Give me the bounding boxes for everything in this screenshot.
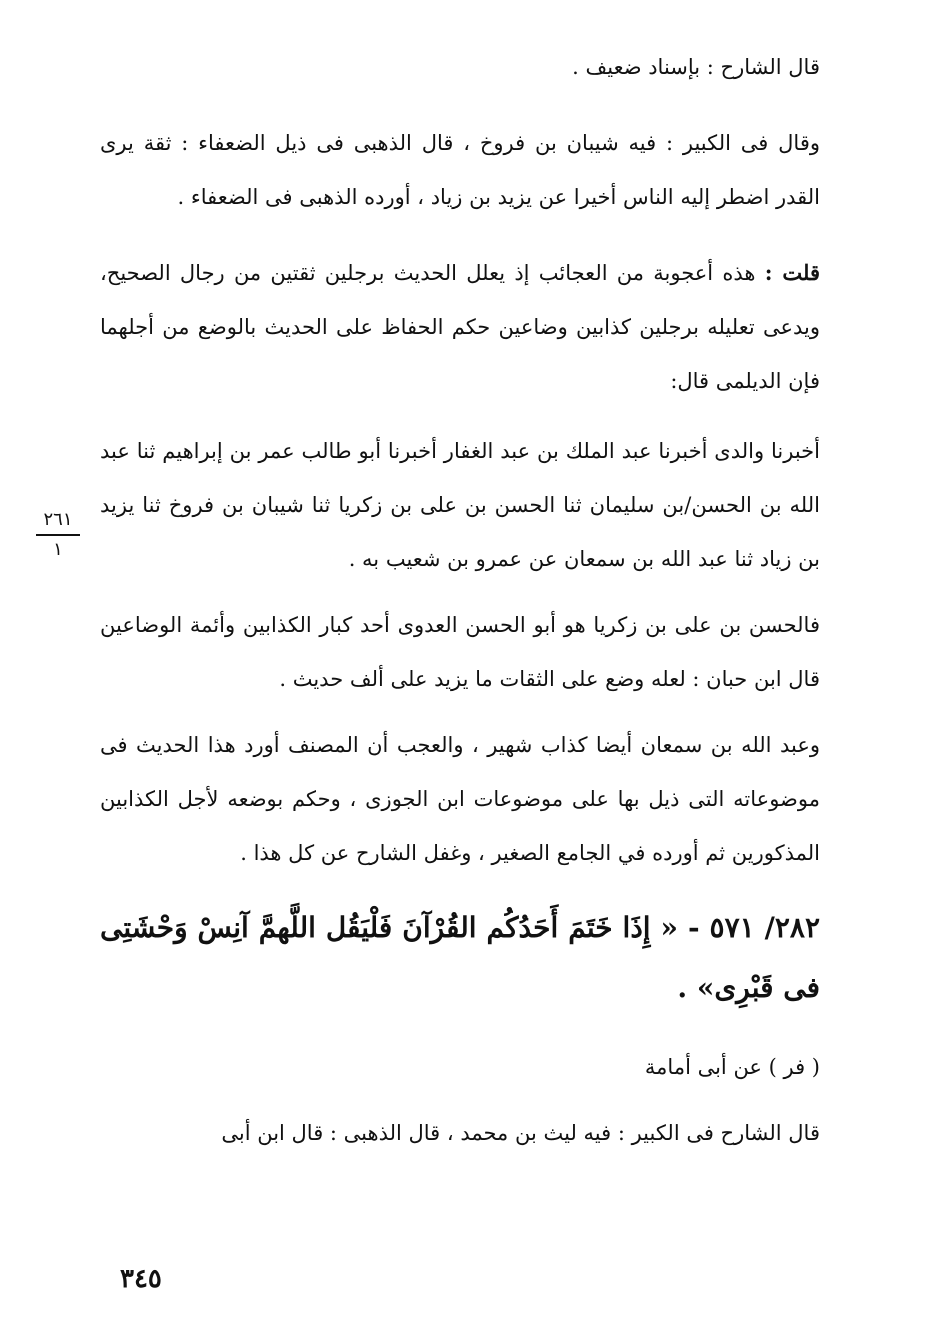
source-text: ( فر ) عن أبى أمامة	[644, 1055, 820, 1079]
paragraph-ibn-samaan-note	[100, 718, 820, 880]
margin-folio-rule	[36, 534, 80, 536]
paragraph-text: وعبد الله بن سمعان أيضا كذاب شهير ، والعجب أن المصنف أورد هذا الحديث فى موضوعاته التى ذيل بها على موضوعات ابن الجوزى ، وحكم بوضعه لأجل الكذابين المذكورين ثم أورده في الجامع الصغير ، وغفل الشارح عن كل هذا .	[100, 733, 820, 865]
paragraph-text: هذه أعجوبة من العجائب إذ يعلل الحديث برجلين ثقتين من رجال الصحيح، ويدعى تعليله برجلين كذابين وضاعين حكم الحفاظ على الحديث بالوضع من أجلهما فإن الديلمى قال:	[100, 261, 820, 393]
margin-folio-side: ١	[53, 539, 63, 560]
page-number: ٣٤٥	[120, 1264, 162, 1294]
margin-folio-number: ٢٦١	[43, 509, 73, 530]
main-text-column	[100, 40, 820, 1160]
paragraph-lead-word: قلت :	[764, 260, 820, 285]
paragraph-kabir-note	[100, 116, 820, 224]
paragraph-isnad	[100, 424, 820, 586]
paragraph-last-line	[100, 1106, 820, 1160]
paragraph-text: فالحسن بن على بن زكريا هو أبو الحسن العدوى أحد كبار الكذابين وأئمة الوضاعين قال ابن حبان : لعله وضع على الثقات ما يزيد على ألف حديث .	[100, 613, 820, 691]
hadith-text: « إِذَا خَتَمَ أَحَدُكُم القُرْآنَ فَلْيَقُل اللَّهمَّ آنِسْ وَحْشَتِى فى قَبْرِى» .	[100, 911, 820, 1004]
margin-folio-reference	[36, 508, 80, 562]
hadith-source	[100, 1040, 820, 1094]
paragraph-hasan-note	[100, 598, 820, 706]
paragraph-commentator-note	[100, 40, 820, 94]
paragraph-text: أخبرنا والدى أخبرنا عبد الملك بن عبد الغفار أخبرنا أبو طالب عمر بن إبراهيم ثنا عبد الله بن الحسن/بن سليمان ثنا الحسن بن على بن زكريا ثنا شيبان بن فروخ ثنا يزيد بن زياد ثنا عبد الله بن سمعان عن عمرو بن شعيب به .	[100, 439, 820, 571]
hadith-number: ٢٨٢/ ٥٧١ -	[687, 911, 820, 944]
paragraph-qultu	[100, 246, 820, 408]
paragraph-text: قال الشارح فى الكبير : فيه ليث بن محمد ، قال الذهبى : قال ابن أبى	[221, 1121, 820, 1145]
hadith-entry	[100, 898, 820, 1018]
paragraph-text: قال الشارح : بإسناد ضعيف .	[572, 55, 820, 79]
paragraph-text: وقال فى الكبير : فيه شيبان بن فروخ ، قال الذهبى فى ذيل الضعفاء : ثقة يرى القدر اضطر إليه الناس أخيرا عن يزيد بن زياد ، أورده الذهبى فى الضعفاء .	[100, 131, 820, 209]
